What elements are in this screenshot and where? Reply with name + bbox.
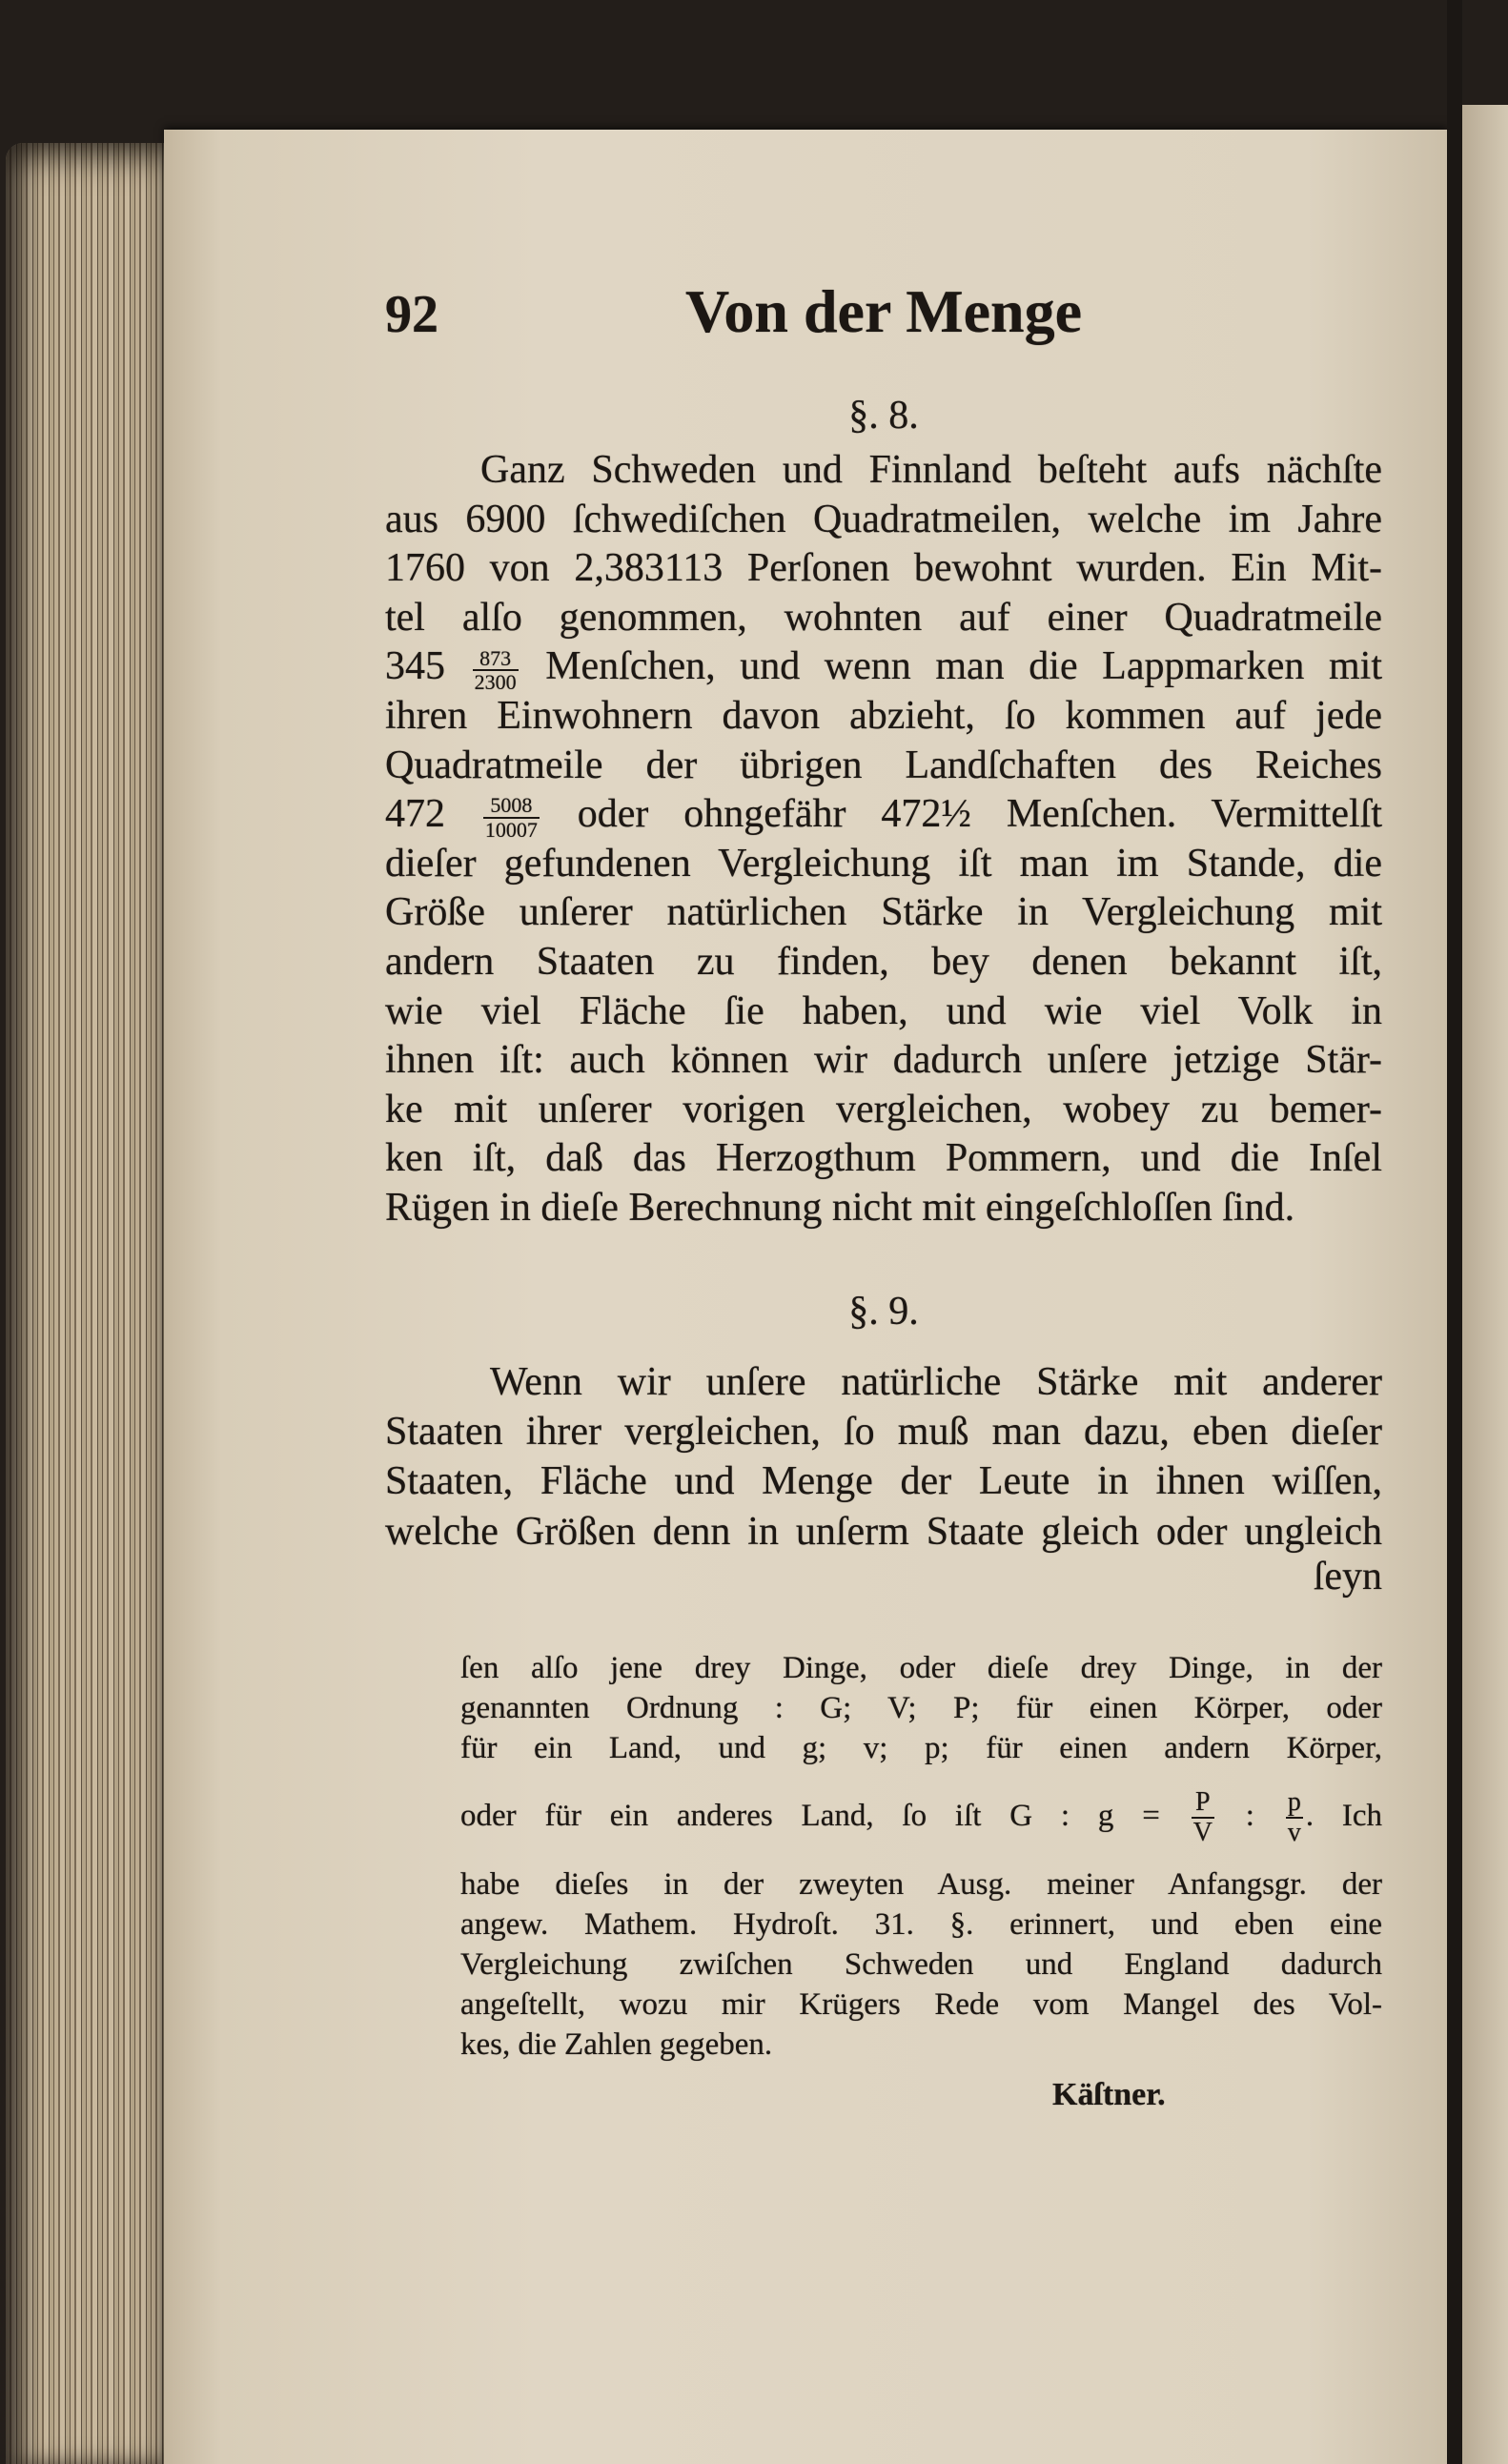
fraction-denominator: v [1287,1818,1301,1848]
line-number-part: 345 [385,644,445,689]
fraction-numerator: p [1287,1786,1301,1817]
catchword: ſeyn [1313,1555,1382,1599]
fraction-denominator: 2300 [474,669,517,694]
section-heading: §. 8. [848,394,919,438]
text-line: welche Größen denn in unſerm Staate gleich oder ungleich [385,1509,1382,1554]
footnote [460,1648,1382,2065]
text-line: Staaten, Fläche und Menge der Leute in ihnen wiſſen, [385,1459,1382,1504]
footnote-line: genannten Ordnung : G; V; P; für einen Körper, oder [460,1691,1382,1725]
running-title: Von der Menge [685,277,1082,345]
line-text-part: Menſchen, und wenn man die Lappmarken mit [545,644,1383,689]
fraction-numerator: P [1195,1786,1211,1817]
text-line: ihren Einwohnern davon abzieht, ſo kommen auf jede [385,693,1382,738]
text-line [385,790,1382,840]
text-line [385,642,1382,692]
line-text-part: oder ohngefähr 472½ Menſchen. Vermittelſt [577,792,1383,837]
section-8-paragraph [385,446,1382,1233]
fraction-denominator: 10007 [484,817,538,842]
text-line: andern Staaten zu finden, bey denen bekannt iſt, [385,939,1382,984]
text-line: ke mit unſerer vorigen vergleichen, wobey zu bemer- [385,1087,1382,1131]
line-number-part: 472 [385,792,445,837]
text-line: dieſer gefundenen Vergleichung iſt man im Stande, die [385,841,1382,886]
page-number: 92 [385,285,438,344]
text-line: ken iſt, daß das Herzogthum Pommern, und die Inſel [385,1136,1382,1181]
fraction [483,794,540,840]
fraction [1286,1788,1303,1849]
text-line: aus 6900 ſchwediſchen Quadratmeilen, welche im Jahre [385,497,1382,541]
text-line: Quadratmeile der übrigen Landſchaften des Reiches [385,743,1382,787]
footnote-line: ſen alſo jene drey Dinge, oder dieſe drey Dinge, in der [460,1651,1382,1685]
footnote-line [460,1768,1382,1864]
text-line: ihnen iſt: auch können wir dadurch unſere jetzige Stär- [385,1038,1382,1083]
binding-gutter [1447,0,1462,2464]
facing-page-edge [1462,105,1508,2464]
text-line: Größe unſerer natürlichen Stärke in Vergleichung mit [385,890,1382,935]
section-9-paragraph [385,1357,1382,1557]
text-line: 1760 von 2,383113 Perſonen bewohnt wurden. Ein Mit- [385,546,1382,591]
footnote-line: habe dieſes in der zweyten Ausg. meiner Anfangsgr. der [460,1867,1382,1902]
footnote-line: für ein Land, und g; v; p; für einen andern Körper, [460,1731,1382,1765]
footnote-line: Vergleichung zwiſchen Schweden und England dadurch [460,1947,1382,1982]
fraction [473,647,519,693]
fraction [1192,1788,1214,1849]
text-line: wie viel Fläche ſie haben, und wie viel Volk in [385,988,1382,1033]
section-heading: §. 9. [848,1290,919,1334]
footnote-line: angeſtellt, wozu mir Krügers Rede vom Mangel des Vol- [460,1987,1382,2022]
footnote-signature: Käſtner. [1052,2077,1166,2112]
ratio-sign: : [1245,1799,1254,1833]
fraction-numerator: 5008 [490,793,533,818]
text-line: Staaten ihrer vergleichen, ſo muß man dazu, eben dieſer [385,1410,1382,1455]
text-line: Wenn wir unſere natürliche Stärke mit anderer [490,1360,1382,1404]
fraction-numerator: 873 [479,645,512,670]
text-line: tel alſo genommen, wohnten auf einer Quadratmeile [385,595,1382,640]
text-line: Rügen in dieſe Berechnung nicht mit eingeſchloſſen ſind. [385,1185,1295,1230]
footnote-line: kes, die Zahlen gegeben. [460,2027,773,2062]
footnote-line: angew. Mathem. Hydroſt. 31. §. erinnert, und eben eine [460,1907,1382,1942]
line-text-part: . Ich [1305,1799,1383,1833]
text-line: Ganz Schweden und Finnland beſteht aufs nächſte [480,448,1382,492]
line-text-part: oder für ein anderes Land, ſo iſt G : g = [460,1799,1160,1833]
fraction-denominator: V [1192,1818,1213,1848]
book-page-edges [6,143,166,2464]
